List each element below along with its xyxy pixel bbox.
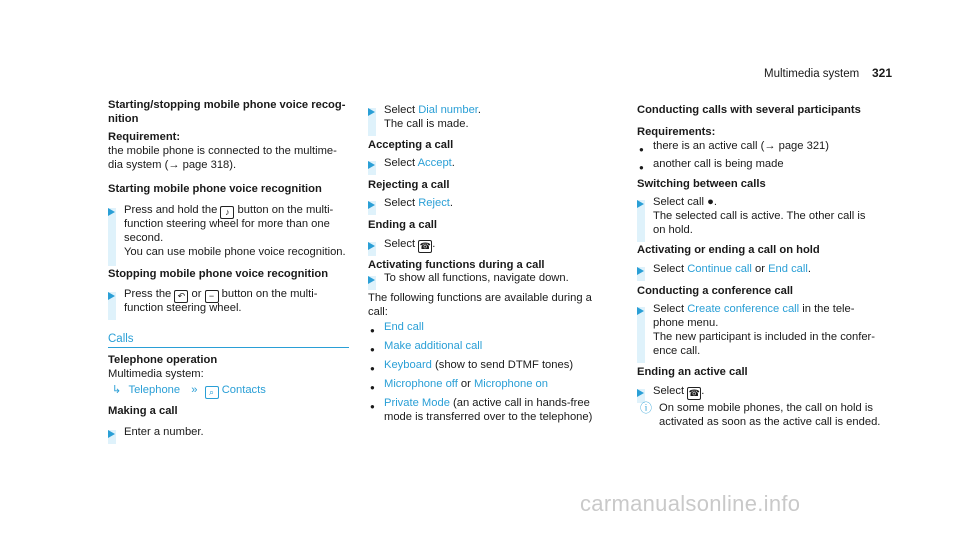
- step-arrow-icon: [637, 267, 644, 275]
- heading-stop-voice: Stopping mobile phone voice recognition: [108, 268, 329, 280]
- menu-microphone-on[interactable]: Microphone on: [473, 378, 548, 390]
- step-result: The call is made.: [384, 118, 469, 130]
- heading-rejecting-call: Rejecting a call: [368, 179, 450, 191]
- menu-make-additional-call[interactable]: Make additional call: [384, 340, 483, 352]
- voice-control-icon: ♪: [220, 206, 234, 219]
- step-text: function steering wheel.: [124, 302, 242, 314]
- step-result: You can use mobile phone voice recognition.: [124, 246, 346, 258]
- list-item: Private Mode (an active call in hands-free: [384, 397, 590, 409]
- heading-voice-recognition-cont: nition: [108, 113, 139, 125]
- section-calls-title: Calls: [108, 333, 134, 345]
- step-text: phone menu.: [653, 317, 719, 329]
- bullet-icon: ●: [639, 163, 644, 172]
- step-arrow-icon: [368, 161, 375, 169]
- step-arrow-icon: [108, 292, 115, 300]
- menu-dial-number[interactable]: Dial number: [418, 104, 478, 116]
- list-item: Keyboard (show to send DTMF tones): [384, 359, 574, 371]
- menu-contacts[interactable]: Contacts: [221, 384, 266, 396]
- menu-microphone-off[interactable]: Microphone off: [384, 378, 458, 390]
- phone-icon: ☎: [688, 388, 700, 398]
- step-result: ence call.: [653, 345, 701, 357]
- bullet-icon: ●: [370, 345, 375, 354]
- step-arrow-icon: [368, 242, 375, 250]
- menu-private-mode[interactable]: Private Mode: [384, 397, 450, 409]
- menu-continue-call[interactable]: Continue call: [687, 263, 752, 275]
- step-text: Press and hold the ♪ button on the multi-: [124, 204, 334, 217]
- requirements-label: Requirements:: [637, 126, 716, 138]
- list-item: Microphone off or Microphone on: [384, 378, 548, 390]
- menu-path-label: Multimedia system:: [108, 368, 204, 380]
- watermark: carmanualsonline.info: [580, 491, 801, 516]
- step-text: Enter a number.: [124, 426, 204, 438]
- step-text: function steering wheel for more than one: [124, 218, 330, 230]
- step-arrow-icon: [637, 389, 644, 397]
- step-text: Select ☎.: [653, 385, 705, 398]
- heading-voice-recognition: Starting/stopping mobile phone voice recog-: [108, 99, 346, 111]
- step-arrow-icon: [368, 276, 375, 284]
- search-icon: ⌕: [205, 386, 219, 399]
- step-result: on hold.: [653, 224, 693, 236]
- menu-keyboard[interactable]: Keyboard: [384, 359, 432, 371]
- heading-ending-active-call: Ending an active call: [637, 366, 748, 378]
- heading-accepting-call: Accepting a call: [368, 139, 454, 151]
- menu-accept[interactable]: Accept: [417, 157, 452, 169]
- step-text: To show all functions, navigate down.: [384, 272, 569, 284]
- requirement-item: another call is being made: [653, 158, 784, 170]
- bullet-icon: ●: [370, 383, 375, 392]
- bullet-icon: ●: [639, 145, 644, 154]
- heading-switching-calls: Switching between calls: [637, 178, 766, 190]
- note-text: activated as soon as the active call is ended.: [659, 416, 881, 428]
- step-text: Select Accept.: [384, 157, 455, 169]
- heading-several-participants: Conducting calls with several participants: [637, 104, 861, 116]
- menu-reject[interactable]: Reject: [418, 197, 450, 209]
- step-arrow-icon: [637, 200, 644, 208]
- menu-telephone[interactable]: Telephone: [128, 384, 181, 396]
- step-arrow-icon: [368, 108, 375, 116]
- step-text: Select ☎.: [384, 238, 436, 251]
- step-result: The new participant is included in the confer-: [653, 331, 876, 343]
- menu-path: [112, 384, 266, 399]
- requirement-text: the mobile phone is connected to the multime-: [108, 145, 337, 157]
- section-rule: [108, 347, 349, 348]
- step-text: Select Continue call or End call.: [653, 263, 811, 275]
- step-arrow-icon: [637, 307, 644, 315]
- step-text: second.: [124, 232, 164, 244]
- heading-functions-during-call: Activating functions during a call: [368, 259, 545, 271]
- step-text: Select Dial number.: [384, 104, 482, 116]
- step-arrow-icon: [108, 430, 115, 438]
- bullet-icon: ●: [370, 326, 375, 335]
- header-title: Multimedia system: [764, 68, 860, 80]
- menu-create-conference-call[interactable]: Create conference call: [687, 303, 800, 315]
- page-number: 321: [872, 66, 893, 80]
- paragraph: The following functions are available during a: [368, 292, 592, 304]
- info-icon: ⓘ: [640, 401, 653, 415]
- paragraph: call:: [368, 306, 388, 318]
- heading-start-voice: Starting mobile phone voice recognition: [108, 183, 322, 195]
- path-arrow-icon: ↳: [112, 384, 122, 396]
- menu-end-call[interactable]: End call: [768, 263, 808, 275]
- step-text: Select Reject.: [384, 197, 454, 209]
- step-bar: [637, 307, 645, 363]
- heading-conference-call: Conducting a conference call: [637, 285, 794, 297]
- step-bar: [108, 208, 116, 266]
- requirement-text-cont: dia system (→ page 318).: [108, 159, 237, 171]
- heading-making-call: Making a call: [108, 405, 178, 417]
- step-arrow-icon: [368, 201, 375, 209]
- double-chevron-icon: »: [191, 384, 198, 396]
- bullet-icon: ●: [370, 402, 375, 411]
- menu-end-call[interactable]: End call: [384, 321, 424, 333]
- bullet-icon: ●: [370, 364, 375, 373]
- list-item-cont: mode is transferred over to the telephone): [384, 411, 593, 423]
- heading-call-on-hold: Activating or ending a call on hold: [637, 244, 820, 256]
- hang-up-icon: −: [205, 290, 219, 303]
- step-text: Press the ↶ or − button on the multi-: [124, 288, 318, 301]
- hang-up-icon: ☎: [419, 241, 431, 251]
- heading-ending-call: Ending a call: [368, 219, 438, 231]
- step-arrow-icon: [108, 208, 115, 216]
- requirement-label: Requirement:: [108, 131, 181, 143]
- back-icon: ↶: [174, 290, 188, 303]
- requirement-item: there is an active call (→ page 321): [653, 140, 829, 152]
- step-text: Select Create conference call in the tele-: [653, 303, 855, 315]
- heading-telephone-operation: Telephone operation: [108, 354, 218, 366]
- step-result: The selected call is active. The other call is: [653, 210, 866, 222]
- step-text: Select call ●.: [653, 196, 717, 208]
- note-text: On some mobile phones, the call on hold is: [659, 402, 873, 414]
